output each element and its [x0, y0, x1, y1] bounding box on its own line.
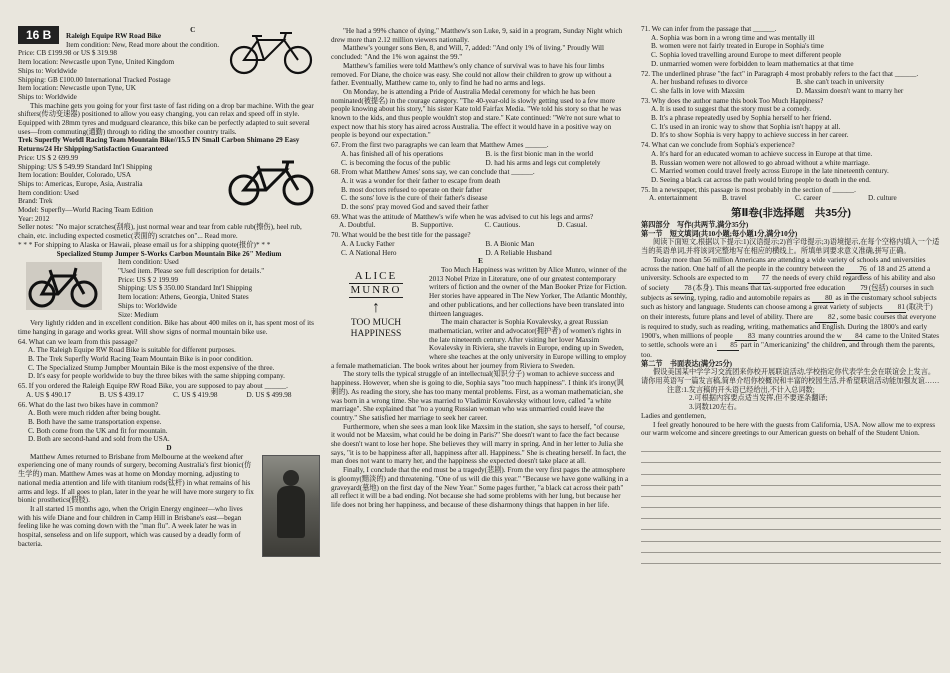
speech-opening: I feel greatly honoured to be here with the guests from California, USA. Now allow me to express our warm welcome and sincere greetings to our American guests on behalf of the Student Union. [641, 420, 936, 438]
listing-line: Item location: Newcastle upon Tyne, United Kingdom [18, 58, 175, 67]
option: D. US $ 499.98 [246, 390, 292, 399]
cloze-text: the needs of every child regardless of his ability and also of society [641, 274, 936, 292]
option: B. Both have the same transportation expense. [28, 417, 162, 426]
passage-paragraph: "He had a 99% chance of dying," Matthew's son Luke, 9, said in a program, Sunday Night which drew more than 2.12 million viewers nationally. [331, 27, 623, 44]
option: B. women were not fairly treated in Europe in Sophia's time [651, 42, 824, 51]
option: D. the sons' pray moved God and saved their father [341, 203, 489, 212]
questions-c [18, 338, 320, 444]
mountain-bike-image [226, 158, 318, 206]
option: D. Both are second-hand and sold from the USA. [28, 435, 170, 444]
listing-line: * * * For shipping to Alaska or Hawaii, please email us for a shipping quote(报价)* * * [18, 240, 271, 249]
listing-description: Very lightly ridden and in excellent condition. Bike has about 400 miles on it, has spent most of its time hanging in garage and works great. Will show signs of normal mountain bike use. [18, 319, 314, 336]
listing-line: Shipping: GB £100.00 International Tracked Postage [18, 75, 171, 84]
question-stem: 69. What was the attitude of Matthew's wife when he was advised to cut his legs and arms? [331, 212, 594, 221]
option: C. It's used in an ironic way to show that Sophia isn't happy at all. [651, 122, 841, 131]
passage-paragraph: Furthermore, when she sees a man look like Maxsim in the station, she says to herself, "of course, it would not be Maxsim, what could he be doing in Paris?" She doesn't want to face the fact because she doesn't want to lose her hope. She believes they will marry in spring. And in her letter to Julia she says, "it is to be happiness after all, happiness after all. Happiness." She is cheating herself. In fact, the man does not want to marry her, and the happiness she expected doesn't take place at all. [331, 422, 626, 466]
book-author-last: MUNRO [350, 283, 402, 296]
section-two-instructions: 假设美国某中学学习交流团来你校开展联谊活动,学校指定你代表学生会在联谊会上发言。请你用英语写一篇发言稿,简单介绍你校概况和丰富的校园生活,并希望联谊活动能加强友谊…… [641, 368, 940, 386]
book-cover [331, 268, 421, 358]
listing-title: Raleigh Equipe RW Road Bike [66, 32, 162, 40]
listing-description: This machine gets you going for your first taste of fast riding on a drop bar machine. With the gear shifters(传动变速器) positioned to allow you easy changing, you can relax and speed off in style. Equipped with 28mm tyres and mudguard clearance, this bike can be perfectly adapted to suit several uses—from commuting(通勤) through to riding the smoother country trails. [18, 101, 314, 136]
option: A. A Lucky Father [341, 239, 395, 248]
option: C. The Specialized Stump Jumpber Mountain Bike is the most expensive of the three. [28, 363, 275, 372]
arrow-up-icon: ↑ [372, 298, 380, 316]
listing-trek [18, 136, 320, 249]
question-65 [18, 382, 320, 399]
section-one-instructions: 阅读下面短文,根据以下提示:1)汉语提示;2)首字母提示;3)语境提示,在每个空格内填入一个适当的英语单词,并将该词完整地写在相应的横线上。所填单词要求意义准确,拼写正确。 [641, 238, 940, 256]
question-75 [641, 186, 941, 203]
section-one-title: 第一节 短文填词(共10小题;每小题1分,满分10分) [641, 229, 798, 238]
section-two-title: 第二节 书面表达(满分25分) [641, 359, 733, 368]
question-69 [331, 213, 630, 230]
passage-paragraph: Too Much Happiness was written by Alice Munro, winner of the 2013 Nobel Prize in Literature, one of our greatest contemporary writers of fiction and the owner of the Man Booker Prize for Fiction. Her stories have appeared in The New Yorker, The Atlantic Monthly, and other publications, and her collections have been translated into thirteen languages. [429, 265, 627, 318]
option: C. A National Hero [341, 248, 397, 257]
option: C. the sons' love is the cure of their father's disease [341, 194, 488, 203]
option: A. Sophia was born in a wrong time and was mentally ill [651, 33, 815, 42]
road-bike-image [226, 28, 318, 76]
option: C. Sophia loved travelling around Europe to meet different people [651, 51, 842, 60]
option: C. is becoming the focus of the public [341, 158, 451, 167]
question-stem: 73. Why does the author name this book Too Much Happiness? [641, 96, 824, 105]
question-stem: 74. What can we conclude from Sophia's experience? [641, 141, 795, 150]
option: B. A Bionic Man [485, 239, 535, 248]
blank-85[interactable]: 85 [717, 341, 739, 351]
passage-paragraph: Finally, I conclude that the end must be a tragedy(悲剧). From the very first pages the atmosphere is gloomy(黯淡的) and threatening. "One of us will die this year." "Because we have gone walking in a graveyard(墓地) on the first day of the New Year." Some pages further, "a black cat across their path" all reflect it will be a bad ending. Not because she had some problems with her lung, but because her life does not bring her happiness, and because of these disharmony things that happen in her life. [331, 466, 629, 509]
option: D. It's to show Sophia is very happy to achieve success in her career. [651, 131, 849, 140]
listing-line: Year: 2012 [18, 214, 50, 223]
listing-line: Model: Superfly—World Racing Team Edition [18, 206, 153, 215]
listing-line: Price: US $ 2 699.99 [18, 153, 79, 162]
book-title-line1: TOO MUCH [350, 317, 402, 328]
listing-line: "Used item. Please see full description for details." [118, 266, 265, 275]
passage-paragraph: It all started 15 months ago, when the Origin Energy engineer—who lives with his wife Diane and four children in Camp Hill in Brisbane's east—began feeling like he was coming down with the "man flu". A week later he was in hospital, senseless and on life support, which was caused by a deadly form of bacteria. [18, 504, 243, 548]
part-four-title: 第四部分 写作(共两节,满分35分) [641, 221, 749, 230]
listing-line: Item location: Boulder, Colorado, USA [18, 171, 132, 180]
question-stem: 64. What can we learn from this passage? [18, 337, 138, 346]
cloze-text: Today more than 56 million Americans are attending a wide variety of schools and universities across the nation. One half of all the people in the country between the [641, 255, 926, 273]
portrait-photo [262, 455, 320, 557]
section-letter-e: E [478, 257, 483, 266]
passage-paragraph: Matthew Ames returned to Brisbane from Melbourne at the weekend after experiencing one of many rounds of surgery, becoming Australia's first bionic(仿生学的) man. Matthew Ames was at home on Monday morning, adjusting to national media attention and life with titanium rods(钛杆) in what remains of his arms and legs. If all goes to plan, later in the year he will have more surgery to fix bionic prosthetics(假肢). [18, 452, 254, 505]
mountain-bike-photo [26, 262, 102, 310]
book-author-first: ALICE [354, 269, 398, 282]
listing-line: Shipping: US $ 549.99 Standard Int'l Shipping [18, 162, 153, 171]
listing-raleigh [18, 32, 320, 136]
cloze-text: came to the United States to settle, schools were an i [641, 331, 940, 350]
option: D. Maxsim doesn't want to marry her [796, 86, 904, 95]
listing-specialized [18, 250, 320, 337]
question-71 [641, 25, 941, 69]
passage-e [331, 266, 630, 510]
listing-notes: Seller notes: "No major scratches(刮痕), just normal wear and tear from cable rub(擦伤), heel rub, chain, etc. including expected cosmetic(表面的) scratches on"... Read more. [18, 223, 302, 241]
option: D. culture [868, 194, 897, 203]
question-64 [18, 338, 320, 382]
option: D. Casual. [557, 221, 588, 230]
question-stem: 71. We can infer from the passage that ______. [641, 25, 777, 33]
question-stem: 70. What would be the best title for the passage? [331, 231, 471, 240]
question-stem: 66. What do the last two bikes have in common? [18, 400, 158, 409]
passage-paragraph: Matthew's families were told Matthew's only chance of survival was to have his four limbs removed. For Diane, the choice was easy. She could not allow their children to grow up without a father. Eventually, Matthew came to, only to find he had no arms and legs. [331, 61, 612, 88]
note-line: 3.词数120左右。 [689, 403, 742, 412]
option: B. she can't teach in university [796, 78, 884, 87]
listing-title: Trek Superfly Worldl Racing Team Mountain Bike//15.5 IN Small Carbon Shimano 29 Easy Returns/24 Hr Shipping/Satisfaction Guaranteed [18, 136, 300, 154]
blank-82[interactable]: 82 [815, 313, 837, 323]
question-67 [331, 141, 630, 167]
cloze-text: as in the customary school subjects such as history and language. Students can choose among a great variety of subjects [641, 293, 937, 312]
question-stem: 65. If you ordered the Raleigh Equipe RW Road Bike, you are supposed to pay about ______. [18, 382, 288, 391]
listing-line: Ships to: Worldwide [18, 66, 77, 75]
question-72 [641, 70, 941, 96]
question-70 [331, 231, 630, 257]
question-68 [331, 168, 630, 212]
option: D. had his arms and legs cut completely [485, 158, 601, 167]
passage-paragraph: On Monday, he is attending a Pride of Australia Medal ceremony for which he has been nominated(被提名) in the courage category. "The 40-year-old is slowly getting used to a few more people knowing about his story," his sister Kate told Fairfax Media. "We told his story so that he was known to the kids, and thus people wouldn't stop and stare." Kate continued: "We're not sure what to expect now that his story has aired across Australia. The effect it would have in a positive way on people is beyond our expectation." [331, 87, 622, 140]
blank-81[interactable]: 81 [884, 303, 906, 313]
option: C. Cautious. [484, 221, 521, 230]
column-middle [331, 27, 630, 673]
listing-line: Ships to: Worldwide [118, 301, 177, 310]
blank-76[interactable]: 76 [846, 265, 868, 275]
option: A. The Raleigh Equipe RW Road Bike is suitable for different purposes. [28, 346, 236, 355]
cloze-text: many countries around the w [756, 331, 842, 340]
question-stem: 75. In a newspaper, this passage is most probably in the section of ______. [641, 185, 856, 194]
blank-84[interactable]: 84 [842, 332, 864, 342]
option: C. US $ 419.98 [173, 390, 218, 399]
listing-line: Brand: Trek [18, 197, 53, 206]
blank-80[interactable]: 80 [812, 294, 834, 304]
listing-line: Size: Medium [118, 310, 159, 319]
passage-d-start [18, 453, 320, 549]
cloze-text: (本身). This means that tax-supported free education [692, 283, 847, 292]
listing-line: Item location: Athens, Georgia, United States [118, 293, 249, 302]
listing-line: Price: US $ 2 199.99 [118, 275, 179, 284]
note-line: 注意:1.发言稿的开头语已经给出,不计入总词数; [667, 385, 815, 394]
section-letter-c: C [190, 26, 196, 34]
option: A. It's hard for an educated woman to achieve success in Europe at that time. [651, 149, 873, 158]
passage-paragraph: The story tells the typical struggle of an intellectual(知识分子) woman to achieve success and happiness. However, when she is going to die, Sophia says "too much happiness". I think it's irony(讽刺的). As reading the story, she has too many mental problems. First, as a woman mathematician, she was born in a wrong time. She was married to Vladimir Kovalevsky without love, called "a white marriage". She explained that "no a young Russian woman who was unmarried could leave the country." She satisfied her marriage to seek her career. [331, 370, 624, 422]
option: B. travel [722, 194, 747, 203]
blank-78[interactable]: 78 [671, 284, 693, 294]
listing-line: Ships to: Worldwide [18, 92, 77, 101]
option: A. entertainment [649, 194, 698, 203]
option: D. Seeing a black cat across the path would bring people to death in the end. [651, 175, 871, 184]
option: A. It is used to suggest that the story must be a comedy. [651, 105, 812, 114]
listing-line: Item condition: Used [118, 258, 179, 267]
blank-77[interactable]: 77 [748, 274, 770, 284]
writing-lines[interactable] [641, 441, 941, 564]
part-two-title: 第Ⅱ卷(非选择题 共35分) [730, 207, 852, 220]
cloze-text: part in "Americanizing" the children, and through them the parents, too. [641, 341, 935, 359]
option: B. Russian women were not allowed to go abroad without a white marriage. [651, 158, 870, 167]
listing-line: Shipping: US $ 350.00 Standard Int'l Shipping [118, 284, 253, 293]
option: B. is the first bionic man in the world [485, 149, 594, 158]
option: B. US $ 439.17 [99, 390, 145, 399]
option: D. unmarried women were forbidden to learn mathematics at that time [651, 59, 854, 68]
column-right [641, 24, 941, 670]
cloze-text: (包括) courses in such subjects as sewing, typing, radio and automobile repairs as [641, 283, 934, 302]
passage-paragraph: The main character is Sophia Kovalevsky, a great Russian mathematician, writer and advocator(拥护者) of women's rights in the late nineteenth century. After visiting her lover Maxsim Kovalevsky in Riviera, she travels in Europe, ending up in Sweden, where she teaches at the only university in Europe willing to employ a female mathematician. The book writes about her journey from Riviera to Sweden. [331, 318, 627, 370]
listing-line: Item location: Newcastle upon Tyne, UK [18, 84, 136, 93]
listing-line: Item condition: New, Read more about the condition. [66, 40, 220, 49]
listing-line: Price: CB £199.98 or US $ 319.98 [18, 49, 118, 58]
option: B. most doctors refused to operate on their father [341, 185, 483, 194]
question-stem: 68. From what Matthew Ames' sons say, we can conclude that ______. [331, 168, 535, 177]
question-73 [641, 97, 941, 141]
column-left [18, 26, 320, 672]
option: A. Both were much ridden after being bought. [28, 409, 161, 418]
option: D. A Reliable Husband [485, 248, 552, 257]
speech-salutation: Ladies and gentlemen, [641, 411, 706, 420]
option: C. she falls in love with Maxsim [651, 86, 745, 95]
section-letter-d: D [166, 444, 172, 453]
question-74 [641, 141, 941, 185]
option: A. it was a wonder for their father to escape from death [341, 176, 501, 185]
option: A. Doubtful. [339, 221, 376, 230]
listing-line: Item condition: Used [18, 188, 79, 197]
option: A. has finished all of his operations [341, 149, 444, 158]
blank-79[interactable]: 79 [847, 284, 869, 294]
option: A. US $ 490.17 [26, 390, 71, 399]
option: B. The Trek Superfly World Racing Team Mountain Bike is in poor condition. [28, 355, 253, 364]
option: C. Married women could travel freely across Europe in the late nineteenth century. [651, 167, 889, 176]
book-title-line2: HAPPINESS [350, 328, 402, 339]
option: C. Both come from the UK and fit for mountain. [28, 426, 168, 435]
question-stem: 72. The underlined phrase "the fact" in Paragraph 4 most probably refers to the fact that ______. [641, 69, 919, 78]
option: B. It's a phrase repeatedly used by Sophia herself to her friend. [651, 114, 832, 123]
cloze-passage [641, 256, 941, 360]
cloze-text: , some basic courses that everyone is required to study, such as reading, writing, mathematics and English. During the 1800's and early 1900's, when millions of people [641, 313, 937, 340]
cloze-text: of 18 and 25 attend a university. Schools are expected to m [641, 264, 931, 283]
option: D. It's easy for people worldwide to buy the three bikes with the same shipping company. [28, 372, 285, 381]
question-stem: 67. From the first two paragraphs we can learn that Matthew Ames ______. [331, 141, 549, 150]
listing-title: Specialized Stump Jumper S-Works Carbon Mountain Bike 26" Medium [56, 249, 282, 258]
listing-line: Ships to: Americas, Europe, Asia, Australia [18, 179, 143, 188]
option: A. her husband refuses to divorce [651, 78, 748, 87]
note-line: 2.可根据内容要点适当发挥,但不要逐条翻译; [689, 394, 828, 403]
question-66 [18, 401, 320, 445]
passage-paragraph: Matthew's younger sons Ben, 8, and Will, 7, added: "And only 1% of living." Proudly Will concluded: "And the 1% won against the 99." [331, 44, 605, 62]
issue-badge: 16 B [18, 26, 59, 44]
cloze-text: (取决于) on their interests, future plans and level of ability. There are [641, 303, 933, 322]
option: C. career [795, 194, 821, 203]
option: B. Supportive. [411, 221, 454, 230]
blank-83[interactable]: 83 [735, 332, 757, 342]
